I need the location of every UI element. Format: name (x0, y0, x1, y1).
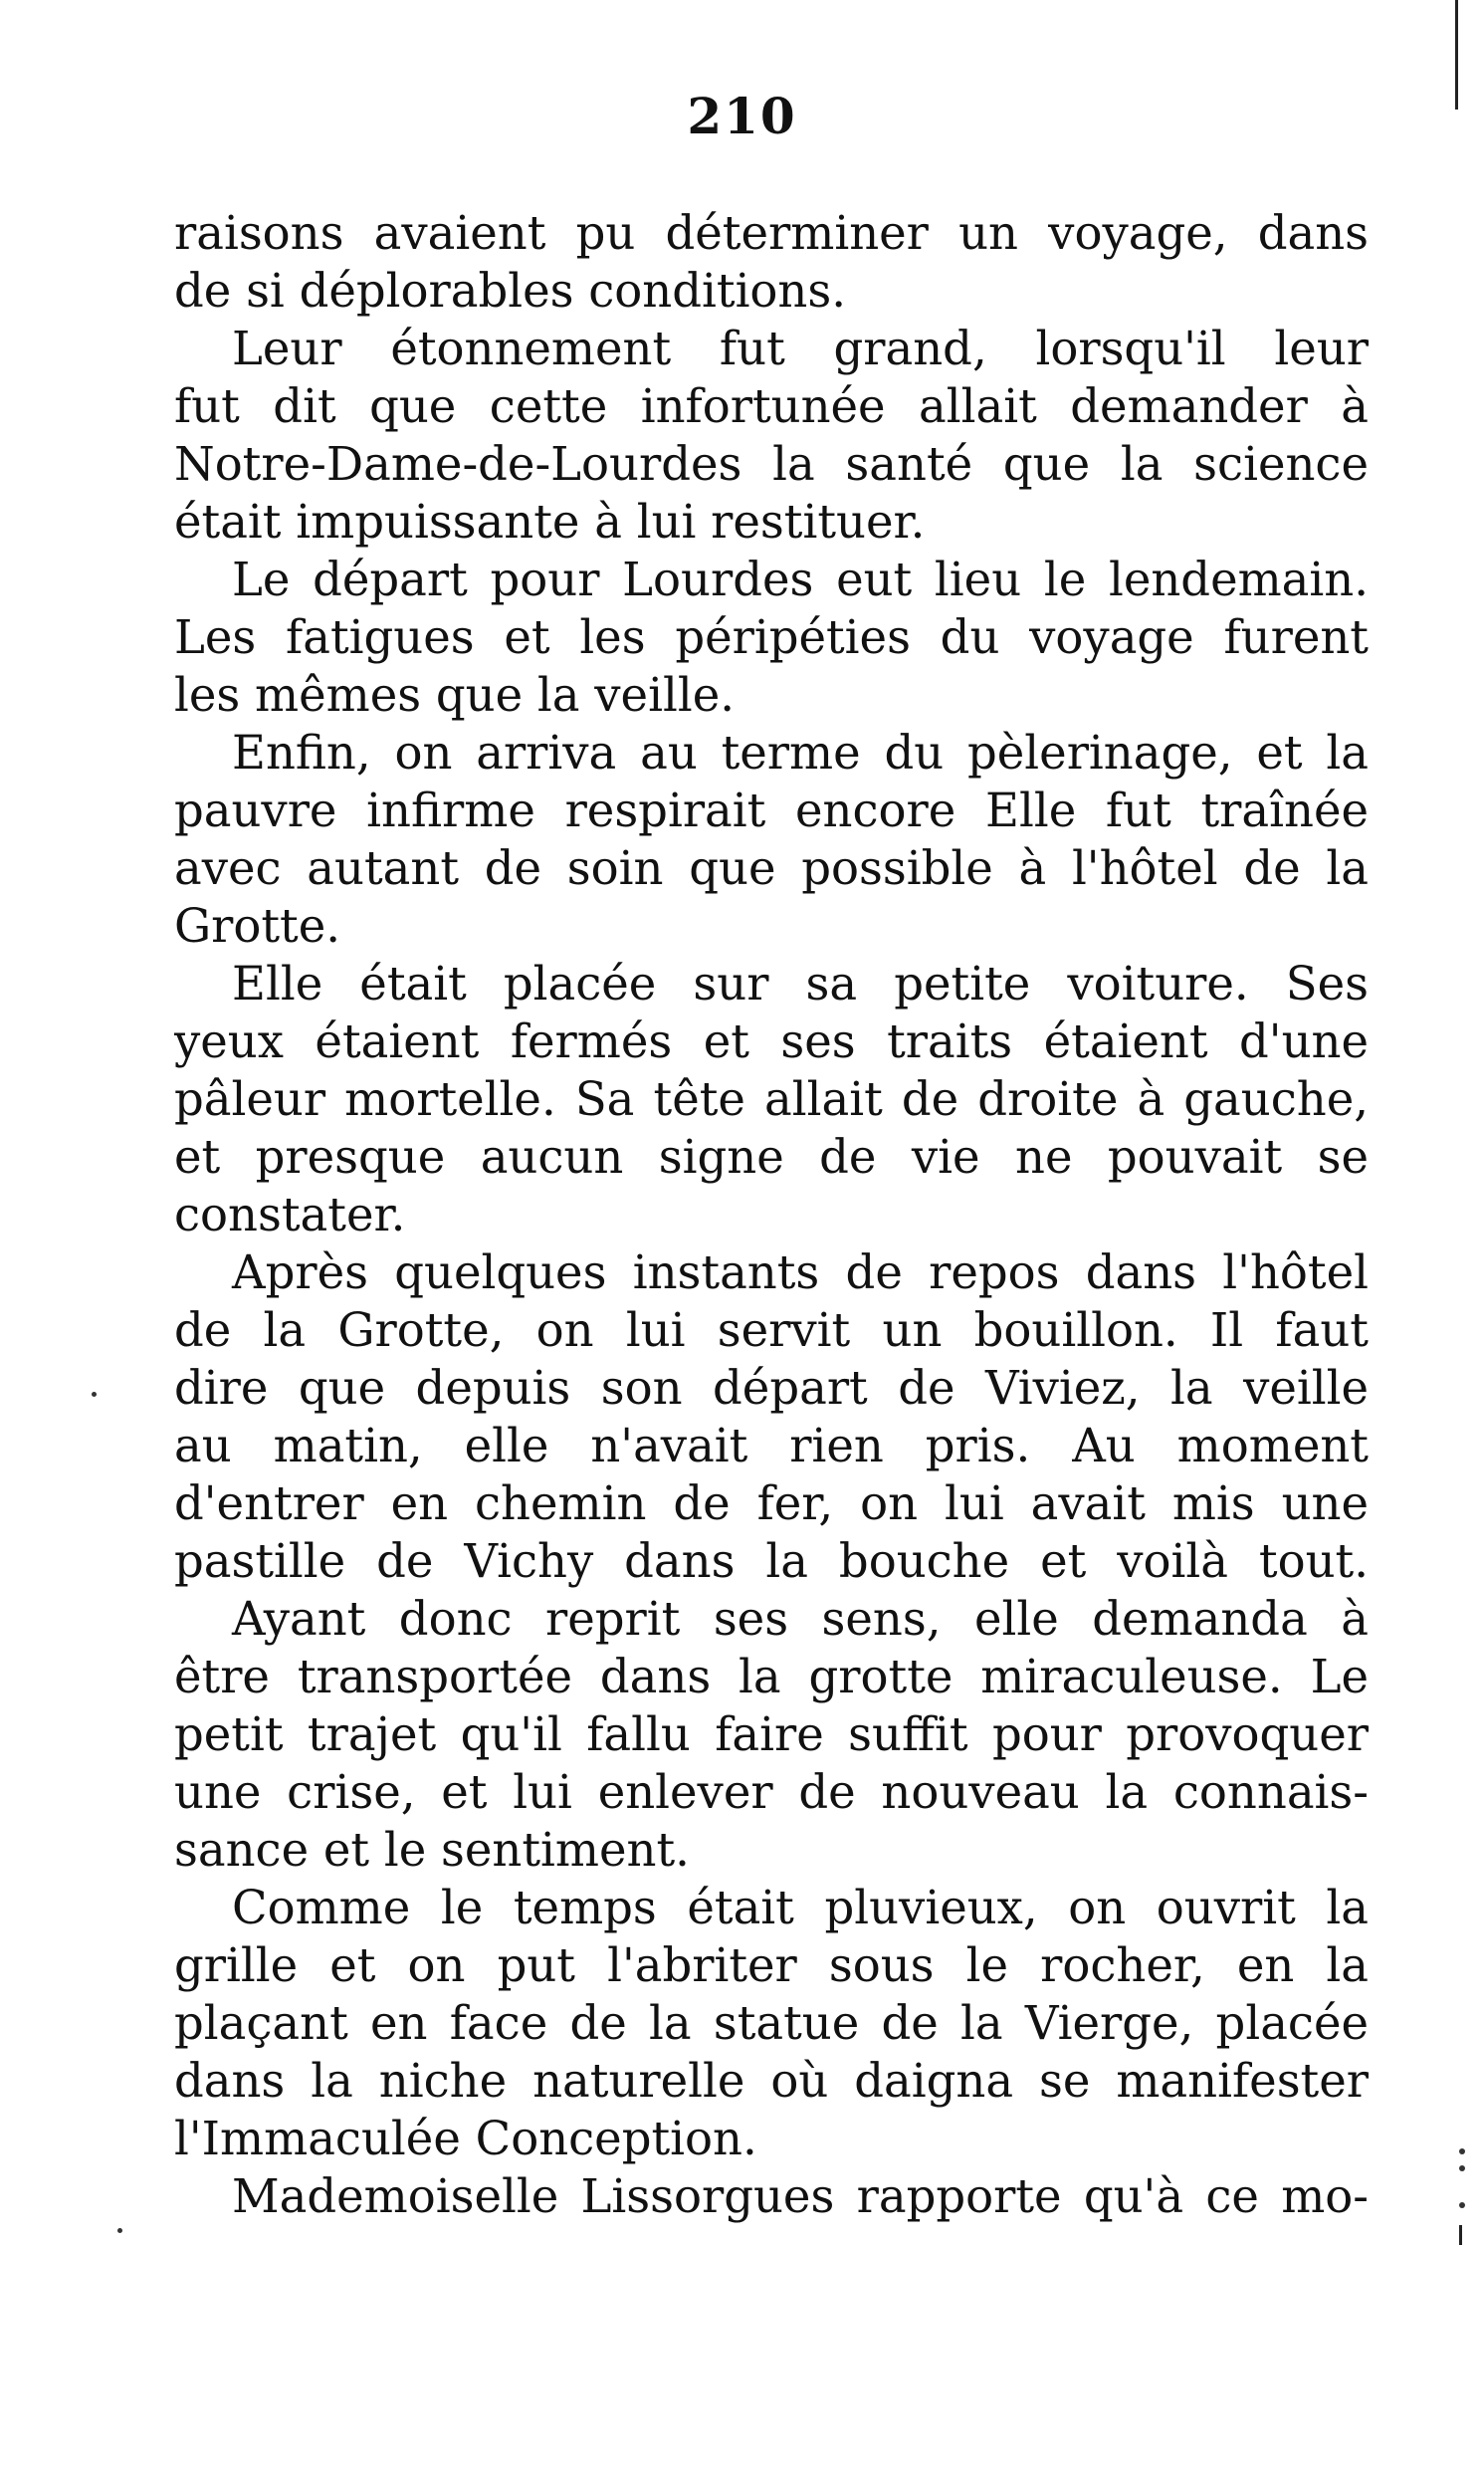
text-line: yeux étaient fermés et ses traits étaient d'une (174, 1014, 1369, 1068)
text-line: sance et le sentiment. (174, 1823, 690, 1877)
text-line: une crise, et lui enlever de nouveau la connais- (174, 1765, 1369, 1819)
text-line: Leur étonnement fut grand, lorsqu'il leur (232, 322, 1369, 375)
scan-dot-right-3 (1459, 2202, 1465, 2208)
scan-edge-mark-bottom (1459, 2225, 1462, 2245)
text-line: pauvre infirme respirait encore Elle fut traînée (174, 784, 1369, 837)
text-line: de si déplorables conditions. (174, 264, 847, 318)
text-line: Mademoiselle Lissorgues rapporte qu'à ce mo- (232, 2169, 1369, 2223)
body-text (174, 204, 1369, 2225)
text-line: Après quelques instants de repos dans l'hôtel (232, 1245, 1369, 1299)
text-line: pastille de Vichy dans la bouche et voilà tout. (174, 1534, 1369, 1588)
scan-edge-mark-top (1455, 0, 1458, 110)
page-number: 210 (687, 87, 797, 145)
text-line: être transportée dans la grotte miraculeuse. Le (174, 1650, 1369, 1703)
text-line: et presque aucun signe de vie ne pouvait se (174, 1130, 1369, 1184)
text-line: Les fatigues et les péripéties du voyage furent (174, 610, 1369, 664)
scan-dot-left-2 (117, 2228, 122, 2233)
scan-dot-left-1 (92, 1392, 97, 1397)
text-line: fut dit que cette infortunée allait demander à (174, 379, 1369, 433)
text-line: Ayant donc reprit ses sens, elle demanda à (232, 1592, 1369, 1646)
text-line: Enfin, on arriva au terme du pèlerinage, et la (232, 726, 1369, 780)
text-line: pâleur mortelle. Sa tête allait de droite à gauche, (174, 1072, 1369, 1126)
text-line: petit trajet qu'il fallu faire suffit pour provoquer (174, 1707, 1369, 1761)
text-line: l'Immaculée Conception. (174, 2112, 757, 2165)
text-line: Comme le temps était pluvieux, on ouvrit la (232, 1881, 1369, 1934)
text-line: Elle était placée sur sa petite voiture. Ses (232, 957, 1369, 1011)
text-line: dire que depuis son départ de Viviez, la veille (174, 1361, 1369, 1415)
text-line: dans la niche naturelle où daigna se manifester (174, 2054, 1369, 2108)
text-line: Le départ pour Lourdes eut lieu le lendemain. (232, 553, 1369, 606)
scan-dot-right-1 (1459, 2148, 1465, 2154)
text-line: raisons avaient pu déterminer un voyage, dans (174, 206, 1369, 260)
text-line: de la Grotte, on lui servit un bouillon. Il faut (174, 1303, 1369, 1357)
text-line: constater. (174, 1188, 406, 1241)
text-line: avec autant de soin que possible à l'hôtel de la (174, 841, 1369, 895)
text-line: était impuissante à lui restituer. (174, 495, 926, 549)
text-line: les mêmes que la veille. (174, 668, 735, 722)
text-line: Grotte. (174, 899, 341, 953)
text-line: d'entrer en chemin de fer, on lui avait mis une (174, 1476, 1369, 1530)
text-line: Notre-Dame-de-Lourdes la santé que la science (174, 437, 1369, 491)
text-line: grille et on put l'abriter sous le rocher, en la (174, 1938, 1369, 1992)
text-line: au matin, elle n'avait rien pris. Au moment (174, 1419, 1369, 1472)
scan-dot-right-2 (1459, 2165, 1465, 2171)
text-line: plaçant en face de la statue de la Vierge, placée (174, 1996, 1369, 2050)
